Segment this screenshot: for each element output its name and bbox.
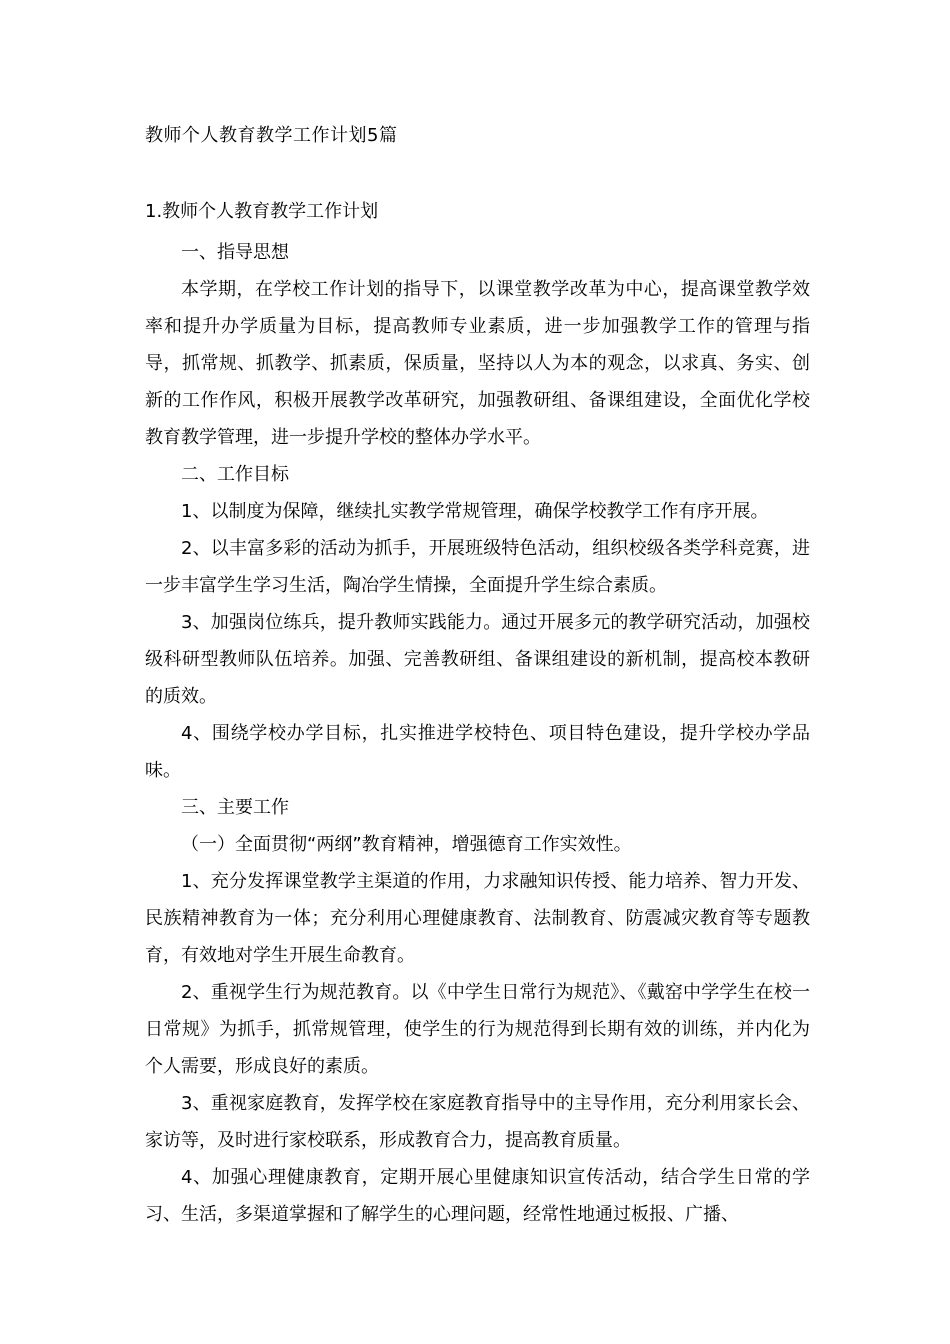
document-body [145,234,810,1233]
subheading: （一）全面贯彻“两纲”教育精神，增强德育工作实效性。 [181,834,632,855]
paragraph: 3、重视家庭教育，发挥学校在家庭教育指导中的主导作用，充分利用家长会、家访等，及时进行家校联系，形成教育合力，提高教育质量。 [145,1093,810,1151]
heading-guiding-thought: 一、指导思想 [181,242,289,263]
section-title: 1.教师个人教育教学工作计划 [145,201,379,222]
paragraph: 1、以制度为保障，继续扎实教学常规管理，确保学校教学工作有序开展。 [181,501,769,522]
document-title: 教师个人教育教学工作计划5篇 [145,125,398,146]
paragraph: 2、以丰富多彩的活动为抓手，开展班级特色活动，组织校级各类学科竞赛，进一步丰富学生学习生活，陶冶学生情操，全面提升学生综合素质。 [145,538,810,596]
heading-main-work: 三、主要工作 [181,797,289,818]
paragraph: 4、加强心理健康教育，定期开展心里健康知识宣传活动，结合学生日常的学习、生活，多渠道掌握和了解学生的心理问题，经常性地通过板报、广播、 [145,1167,810,1225]
paragraph: 1、充分发挥课堂教学主渠道的作用，力求融知识传授、能力培养、智力开发、民族精神教育为一体；充分利用心理健康教育、法制教育、防震减灾教育等专题教育，有效地对学生开展生命教育。 [145,871,810,966]
paragraph: 本学期，在学校工作计划的指导下，以课堂教学改革为中心，提高课堂教学效率和提升办学质量为目标，提高教师专业素质，进一步加强教学工作的管理与指导，抓常规、抓教学、抓素质，保质量，坚持以人为本的观念，以求真、务实、创新的工作作风，积极开展教学改革研究，加强教研组、备课组建设，全面优化学校教育教学管理，进一步提升学校的整体办学水平。 [145,279,810,448]
paragraph: 2、重视学生行为规范教育。以《中学生日常行为规范》、《戴窑中学学生在校一日常规》为抓手，抓常规管理，使学生的行为规范得到长期有效的训练，并内化为个人需要，形成良好的素质。 [145,982,810,1077]
paragraph: 4、围绕学校办学目标，扎实推进学校特色、项目特色建设，提升学校办学品味。 [145,723,810,781]
heading-work-goals: 二、工作目标 [181,464,289,485]
paragraph: 3、加强岗位练兵，提升教师实践能力。通过开展多元的教学研究活动，加强校级科研型教师队伍培养。加强、完善教研组、备课组建设的新机制，提高校本教研的质效。 [145,612,810,707]
